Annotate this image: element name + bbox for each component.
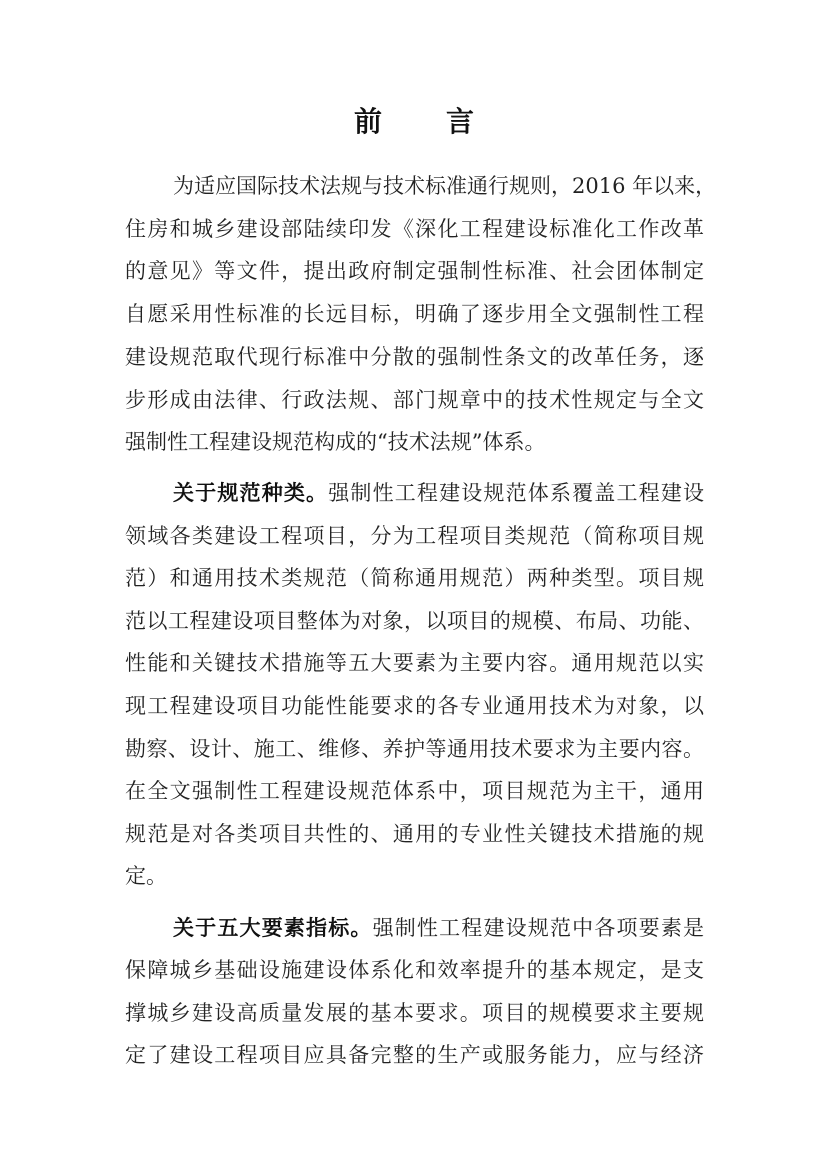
text-line: 强制性工程建设规范构成的“技术法规”体系。 [125,430,546,454]
page-title [0,104,826,140]
text-line: 范）和通用技术类规范（简称通用规范）两种类型。项目规 [125,566,704,590]
text-line: 建设规范取代现行标准中分散的强制性条文的改革任务，逐 [125,345,704,369]
text-line: 定。 [125,864,167,888]
title-char-1: 前 [354,105,383,138]
text-run: 强制性工程建设规范体系覆盖工程建设 [328,481,704,505]
text-line-with-heading [173,913,704,943]
text-line: 撑城乡建设高质量发展的基本要求。项目的规模要求主要规 [125,1001,704,1025]
text-run: 强制性工程建设规范中各项要素是 [372,916,705,940]
title-char-2: 言 [446,105,475,138]
text-line: 性能和关键技术措施等五大要素为主要内容。通用规范以实 [125,651,704,675]
text-line: 自愿采用性标准的长远目标，明确了逐步用全文强制性工程 [125,302,704,326]
text-line: 在全文强制性工程建设规范体系中，项目规范为主干，通用 [125,779,704,803]
text-line: 范以工程建设项目整体为对象，以项目的规模、布局、功能、 [125,609,704,633]
text-line: 勘察、设计、施工、维修、养护等通用技术要求为主要内容。 [125,737,704,761]
text-line: 保障城乡基础设施建设体系化和效率提升的基本规定，是支 [125,958,704,982]
text-line: 领域各类建设工程项目，分为工程项目类规范（简称项目规 [125,524,704,548]
text-line: 定了建设工程项目应具备完整的生产或服务能力，应与经济 [125,1043,704,1067]
text-line: 现工程建设项目功能性能要求的各专业通用技术为对象，以 [125,694,704,718]
text-line: 为适应国际技术法规与技术标准通行规则，2016 年以来， [173,174,717,198]
text-line-with-heading [173,478,704,508]
paragraph-heading: 关于五大要素指标。 [173,916,373,940]
paragraph-heading: 关于规范种类。 [173,481,329,505]
text-line: 的意见》等文件，提出政府制定强制性标准、社会团体制定 [125,259,704,283]
text-line: 住房和城乡建设部陆续印发《深化工程建设标准化工作改革 [125,217,704,241]
text-line: 步形成由法律、行政法规、部门规章中的技术性规定与全文 [125,388,704,412]
text-line: 规范是对各类项目共性的、通用的专业性关键技术措施的规 [125,822,704,846]
